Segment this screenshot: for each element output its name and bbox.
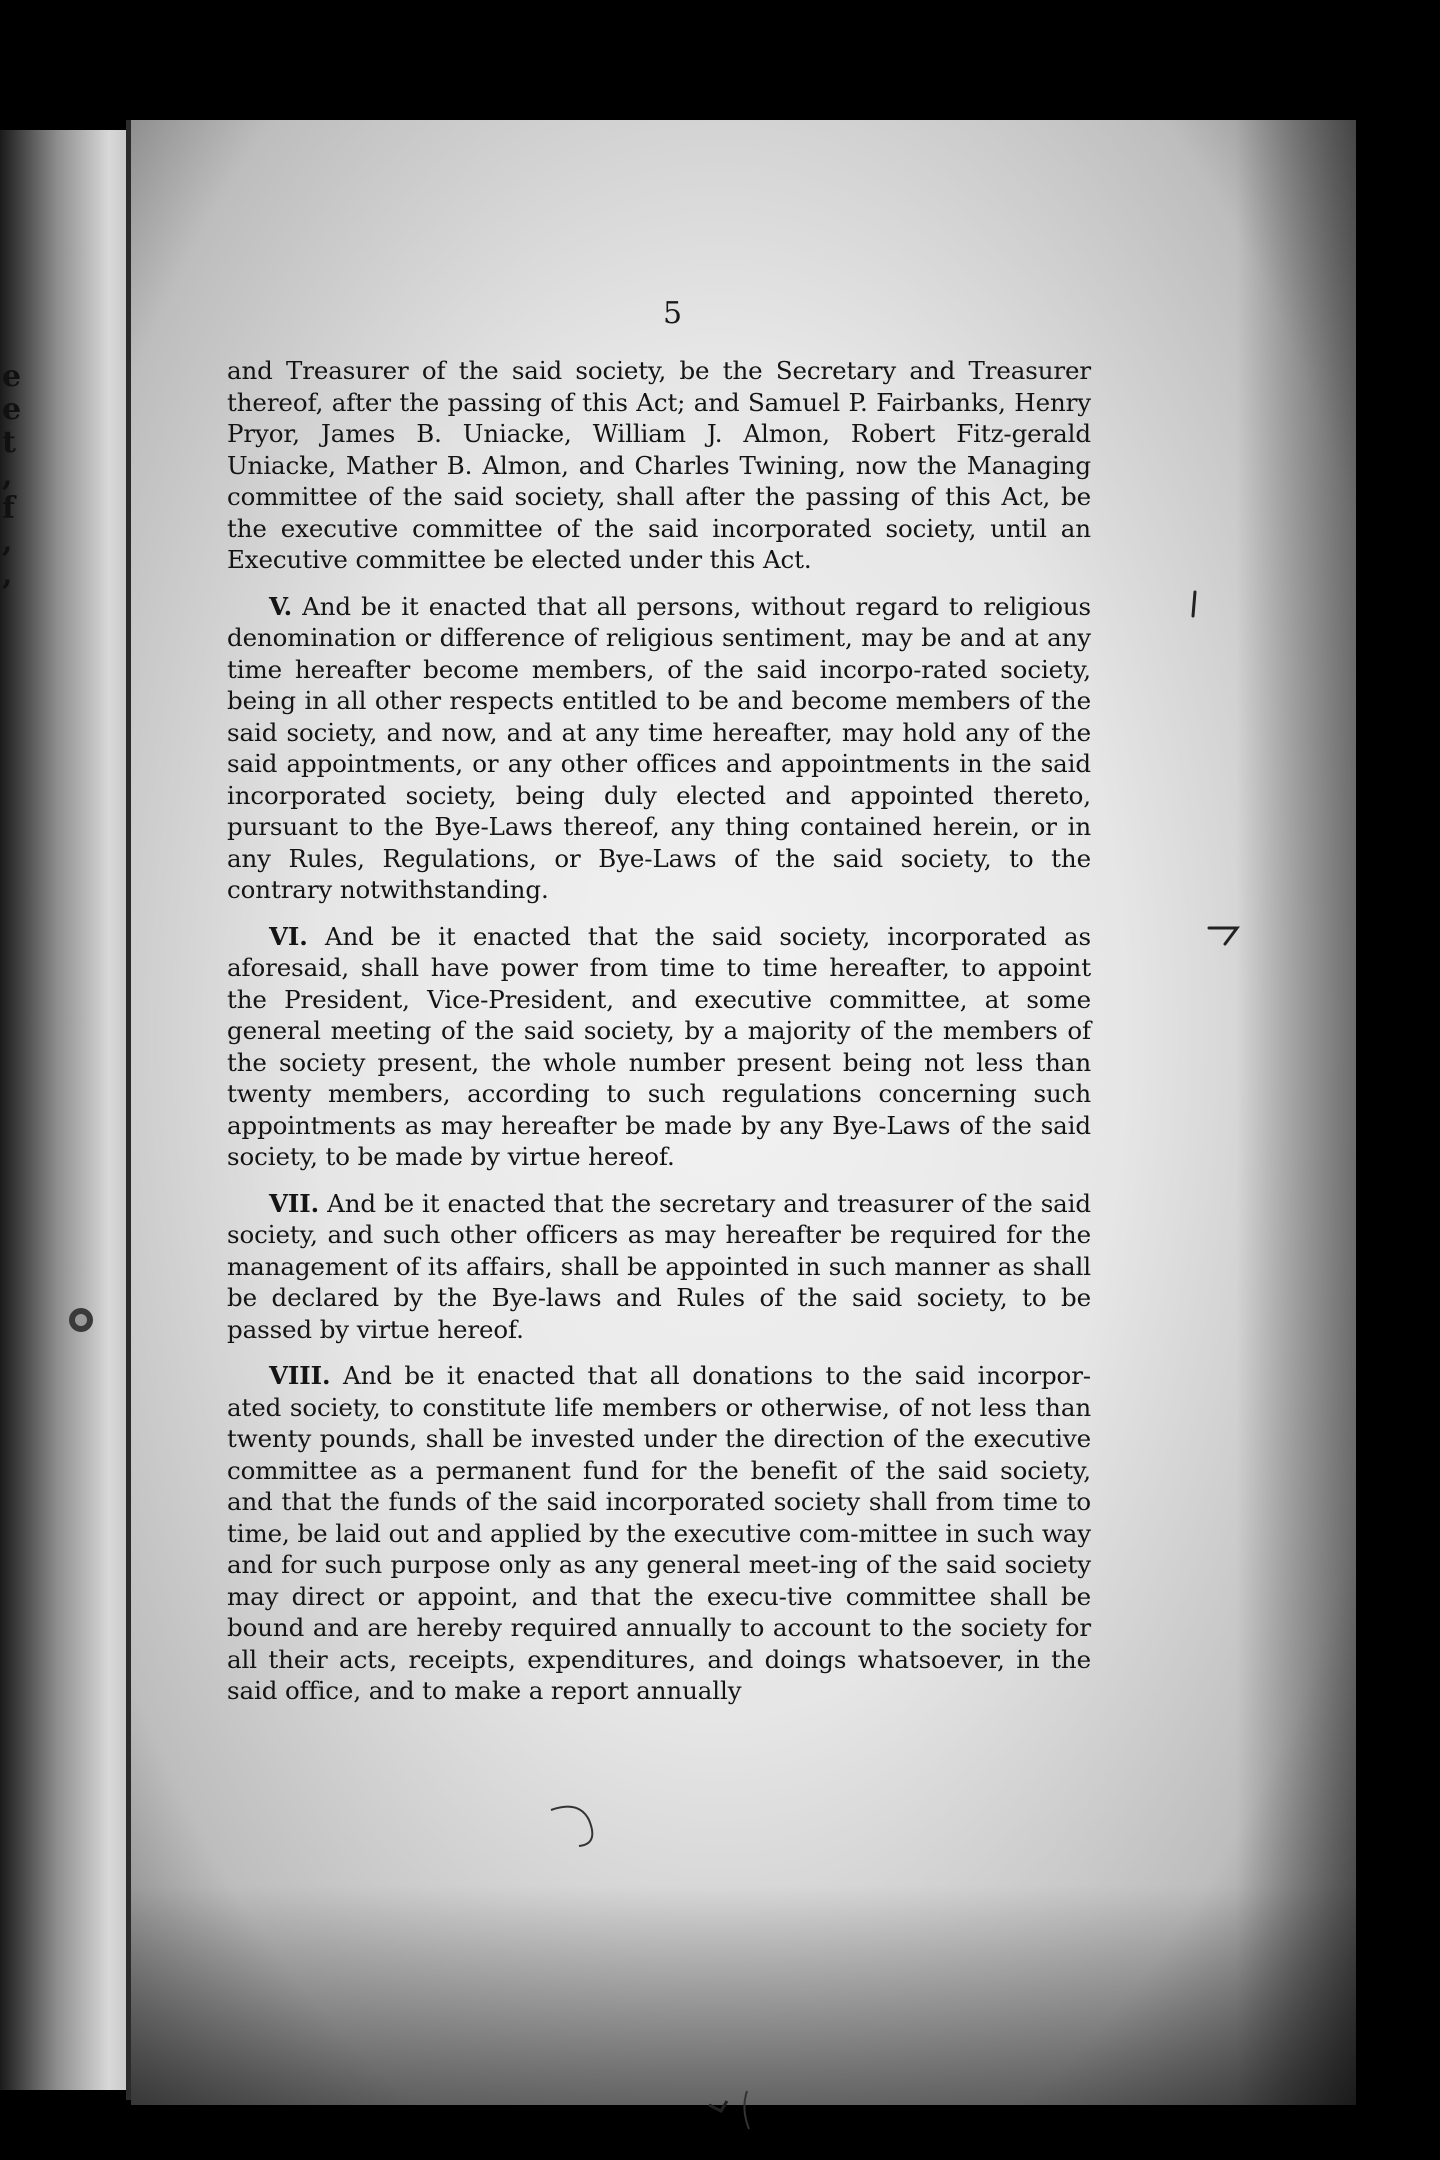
ornament-mark — [701, 2085, 761, 2135]
paragraph-continuation — [227, 355, 1091, 576]
margin-letter: , — [2, 524, 13, 559]
paragraph-section-viii — [227, 1360, 1091, 1707]
page-number: 5 — [663, 296, 683, 331]
document-page — [131, 120, 1356, 2105]
paragraph-text: and Treasurer of the said society, be the Secretary and Treasurer thereof, after the passing of this Act; and Samuel P. Fairbanks, Henry Pryor, James B. Uniacke, William J. Almon, Robert Fitz-gerald Uniacke, Mather B. Almon, and Charles Twining, now the Managing committee of the said society, shall after the passing of this Act, be the executive committee of the said incorporated society, until an Executive committee be elected under this Act. — [227, 356, 1091, 574]
adjacent-page-fragment — [0, 130, 128, 2090]
paragraph-text: And be it enacted that the said society, incorporated as aforesaid, shall have power from time to time hereafter, to appoint the President, Vice-President, and executive committee, at some general meeting of the said society, by a majority of the members of the society present, the whole number present being not less than twenty members, according to such regulations concerning such appointments as may hereafter be made by any Bye-Laws of the said society, to be made by virtue hereof. — [227, 921, 1091, 1171]
pencil-loop-mark — [549, 1800, 619, 1850]
section-number: V. — [269, 591, 293, 621]
paragraph-text: And be it enacted that all persons, without regard to religious denomination or difference of religious sentiment, may be and at any time hereafter become members, of the said incorpo-rated society, being in all other respects entitled to be and become members of the said society, and now, and at any time hereafter, may hold any of the said appointments, or any other offices and appointments in the said incorporated society, being duly elected and appointed thereto, pursuant to the Bye-Laws thereof, any thing contained herein, or in any Rules, Regulations, or Bye-Laws of the said society, to the contrary notwithstanding. — [227, 591, 1091, 904]
paragraph-section-v — [227, 591, 1091, 906]
section-number: VII. — [269, 1188, 320, 1218]
paragraph-section-vi — [227, 921, 1091, 1173]
pencil-arrow-mark — [1207, 920, 1257, 950]
edge-shadow — [131, 1885, 1356, 2105]
section-number: VI. — [269, 921, 308, 951]
hole-punch-mark — [61, 1300, 101, 1340]
margin-letter: e — [2, 359, 22, 394]
margin-letter: t — [2, 425, 16, 460]
paragraph-section-vii — [227, 1188, 1091, 1346]
section-number: VIII. — [269, 1361, 331, 1390]
margin-letter: , — [2, 557, 13, 592]
edge-shadow — [1236, 120, 1356, 2105]
body-text — [227, 355, 1091, 1722]
pencil-tick-mark — [1189, 590, 1201, 620]
paragraph-text: And be it enacted that the secretary and treasurer of the said society, and such other officers as may hereafter be required for the management of its affairs, shall be appointed in such manner as shall be declared by the Bye-laws and Rules of the said society, to be passed by virtue hereof. — [227, 1188, 1091, 1344]
margin-letter: e — [2, 392, 22, 427]
margin-letter: f — [2, 491, 15, 526]
adjacent-page-letters — [0, 360, 22, 591]
margin-letter: , — [2, 458, 13, 493]
paragraph-text: And be it enacted that all donations to the said incorpor-ated society, to constitute life members or otherwise, of not less than twenty pounds, shall be invested under the direction of the executive committee as a permanent fund for the benefit of the said society, and that the funds of the said incorporated society shall from time to time, be laid out and applied by the executive com-mittee in such way and for such purpose only as any general meet-ing of the said society may direct or appoint, and that the execu-tive committee shall be bound and are hereby required annually to account to the society for all their acts, receipts, expenditures, and doings whatsoever, in the said office, and to make a report annually — [227, 1361, 1091, 1705]
